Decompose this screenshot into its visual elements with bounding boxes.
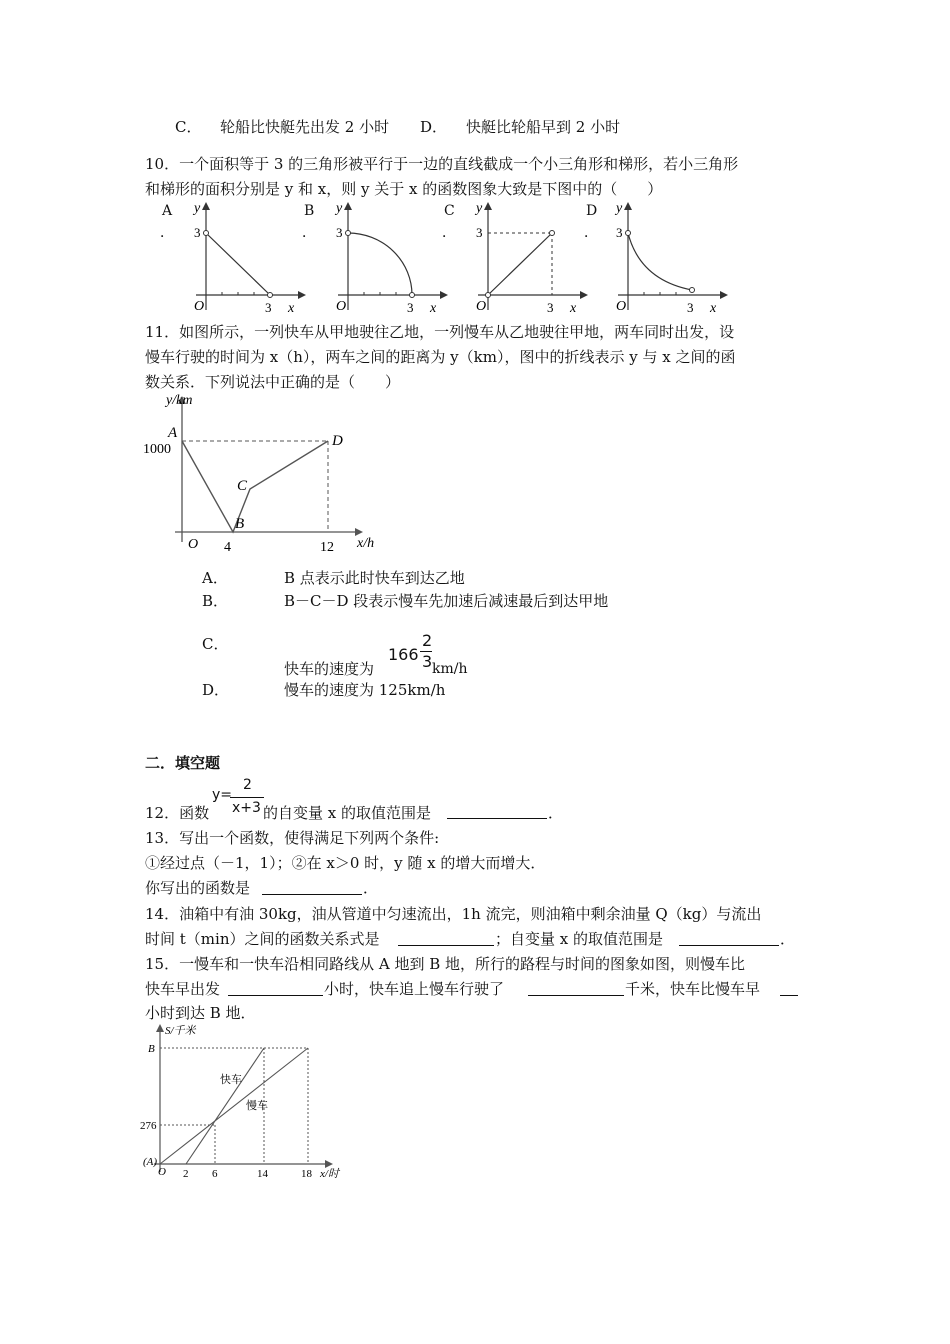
q11-point-a: A (168, 425, 178, 441)
q10-graph-d (612, 200, 732, 315)
q10-c-y-axis: y (476, 201, 483, 216)
q10-c-x-tick: 3 (547, 300, 554, 315)
q10-d-origin: O (616, 299, 627, 314)
q11-option-d-text: 慢车的速度为 125km/h (284, 681, 446, 699)
q12-fn-numerator: 2 (243, 777, 252, 793)
q10-d-x-axis: x (710, 301, 717, 316)
q10-option-c-dot: ． (442, 225, 456, 241)
q10-b-origin: O (336, 299, 347, 314)
q13-line3-prefix: 你写出的函数是 (145, 879, 251, 897)
q15-line1: 15．一慢车和一快车沿相同路线从 A 地到 B 地，所行的路程与时间的图象如图，则慢车比 (145, 955, 746, 973)
q10-a-origin: O (194, 299, 205, 314)
section-title-fill-in: 二．填空题 (145, 754, 221, 772)
q15-line2-c: 千米，快车比慢车早 (625, 980, 761, 998)
q10-a-y-axis: y (194, 201, 201, 216)
q12-end: ． (548, 804, 564, 822)
q12-prefix: 12．函数 (145, 804, 210, 822)
q13-line2: ①经过点（－1，1）；②在 x＞0 时，y 随 x 的增大而增大． (145, 854, 546, 872)
q11-line3: 数关系．下列说法中正确的是（ ） (145, 373, 401, 391)
q9-option-c-label: C． (175, 118, 202, 136)
q15-line3: 小时到达 B 地． (145, 1004, 256, 1022)
q10-b-y-tick: 3 (336, 225, 343, 240)
q11-x-tick-12: 12 (320, 540, 334, 555)
q10-a-y-tick: 3 (194, 225, 201, 240)
q10-graph-a (190, 200, 310, 315)
q15-x-tick-2: 2 (183, 1168, 189, 1180)
q11-option-b-text: B－C－D 段表示慢车先加速后减速最后到达甲地 (284, 592, 609, 610)
q11-option-c-denominator: 3 (422, 652, 433, 671)
q11-option-c-whole: 166 (388, 645, 419, 664)
q11-option-a-text: B 点表示此时快车到达乙地 (284, 569, 465, 587)
q14-line2-a: 时间 t（min）之间的函数关系式是 (145, 930, 380, 948)
q11-line2: 慢车行驶的时间为 x（h），两车之间的距离为 y（km），图中的折线表示 y 与 x 之间的函 (145, 348, 736, 366)
q13-line3-end: ． (363, 879, 379, 897)
q15-y-tick-276: 276 (140, 1120, 157, 1132)
q15-a-label: (A) (143, 1156, 158, 1168)
q11-option-c-numerator: 2 (422, 631, 433, 650)
q10-line1: 10．一个面积等于 3 的三角形被平行于一边的直线截成一个小三角形和梯形，若小三角形 (145, 155, 739, 173)
q10-option-d-label: D (586, 203, 598, 219)
q10-option-a-dot: ． (160, 225, 174, 241)
q10-option-d-dot: ． (584, 225, 598, 241)
q12-answer-blank[interactable] (447, 818, 547, 819)
q10-c-y-tick: 3 (476, 225, 483, 240)
q9-option-d-label: D． (420, 118, 448, 136)
q10-option-a-label: A (162, 203, 173, 219)
q14-line1: 14．油箱中有油 30kg，油从管道中匀速流出，1h 流完，则油箱中剩余油量 Q（kg）与流出 (145, 905, 762, 923)
q15-graph (140, 1022, 355, 1182)
q12-suffix: 的自变量 x 的取值范围是 (263, 804, 431, 822)
q15-answer-blank-1[interactable] (228, 995, 323, 996)
q9-option-d-text: 快艇比轮船早到 2 小时 (466, 118, 621, 136)
q10-a-x-tick: 3 (265, 300, 272, 315)
q15-slow-label: 慢车 (246, 1100, 268, 1112)
q11-x-tick-4: 4 (224, 540, 231, 555)
q10-d-y-axis: y (616, 201, 623, 216)
q10-option-c-label: C (444, 203, 455, 219)
q10-b-x-tick: 3 (407, 300, 414, 315)
q11-y-tick-1000: 1000 (143, 442, 171, 457)
q10-d-y-tick: 3 (616, 225, 623, 240)
q11-option-d-label: D． (202, 681, 230, 699)
q13-line1: 13．写出一个函数，使得满足下列两个条件: (145, 829, 440, 847)
q15-x-axis-label: x/时 (320, 1168, 339, 1180)
q9-option-c-text: 轮船比快艇先出发 2 小时 (220, 118, 390, 136)
q10-a-x-axis: x (288, 301, 295, 316)
q15-x-tick-6: 6 (212, 1168, 218, 1180)
q11-point-d: D (332, 433, 343, 449)
q10-line2: 和梯形的面积分别是 y 和 x，则 y 关于 x 的函数图象大致是下图中的（ ） (145, 180, 663, 198)
q14-line2-b: ；自变量 x 的取值范围是 (495, 930, 663, 948)
q11-x-axis-label: x/h (357, 536, 375, 551)
q11-option-c-text: 快车的速度为 (284, 660, 375, 678)
q15-x-tick-18: 18 (301, 1168, 312, 1180)
q11-option-b-label: B． (202, 592, 229, 610)
q10-option-b-dot: ． (302, 225, 316, 241)
q15-x-tick-14: 14 (257, 1168, 268, 1180)
q11-graph (140, 392, 390, 562)
q10-graph-b (332, 200, 452, 315)
q15-origin: O (158, 1166, 166, 1178)
q10-graph-c (472, 200, 592, 315)
q15-line2-a: 快车早出发 (145, 980, 221, 998)
q13-answer-blank[interactable] (262, 894, 362, 895)
q15-answer-blank-3[interactable] (780, 995, 798, 996)
q10-d-x-tick: 3 (687, 300, 694, 315)
q15-answer-blank-2[interactable] (528, 995, 624, 996)
q14-answer-blank-2[interactable] (679, 945, 779, 946)
q11-y-axis-label: y/km (166, 393, 193, 408)
q10-option-b-label: B (304, 203, 315, 219)
q11-option-c-label: C． (202, 635, 229, 653)
q12-fn-denominator: x+3 (232, 800, 261, 816)
q11-point-b: B (235, 516, 245, 532)
q15-line2-b: 小时，快车追上慢车行驶了 (324, 980, 505, 998)
q15-fast-label: 快车 (220, 1074, 242, 1086)
q14-line2-end: ． (780, 930, 796, 948)
q11-point-c: C (237, 478, 248, 494)
q11-option-c-unit: km/h (432, 661, 468, 677)
q15-y-axis-label: S/千米 (165, 1025, 196, 1037)
q12-fn-y: y= (212, 787, 233, 803)
q10-c-x-axis: x (570, 301, 577, 316)
q11-option-a-label: A． (202, 569, 228, 587)
q10-b-y-axis: y (336, 201, 343, 216)
q10-b-x-axis: x (430, 301, 437, 316)
q11-line1: 11．如图所示，一列快车从甲地驶往乙地，一列慢车从乙地驶往甲地，两车同时出发，设 (145, 323, 735, 341)
q10-c-origin: O (476, 299, 487, 314)
q11-origin: O (188, 537, 199, 552)
q15-b-label: B (148, 1043, 155, 1055)
q14-answer-blank-1[interactable] (398, 945, 494, 946)
